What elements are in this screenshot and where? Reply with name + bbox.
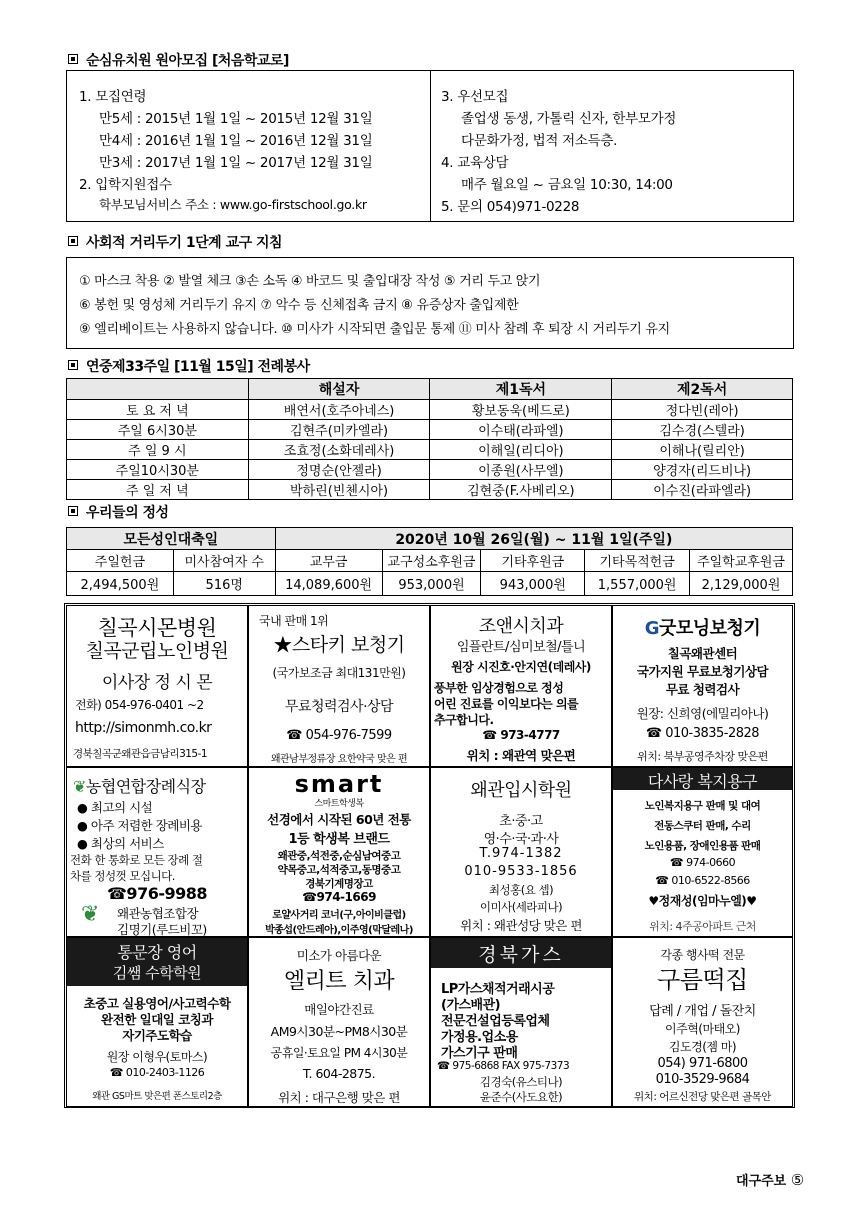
table-row [67,572,793,596]
ad-text: 1등 학생복 브랜드 [288,832,390,847]
ad-text: 임플란트/심미보철/틀니 [456,640,586,655]
ad-phone: 전화) 054-976-0401 ~2 [75,698,204,712]
ad-text: 전동스쿠터 판매, 수리 [654,820,751,832]
ad-text: 칠곡왜관센터 [667,646,738,661]
ad-text: 이사장 정 시 몬 [101,673,213,693]
ad-starkey [248,605,430,767]
page-number: ⑤ [790,1171,805,1189]
ad-text: 왜관중,석전중,순심남여중고 [277,850,401,862]
table-header [67,379,249,400]
ad-text: 공휴일·토요일 PM 4시30분 [270,1046,408,1060]
section-title-offering: 우리들의 정성 [68,502,169,522]
ad-text: 국가지원 무료보청기상담 [636,664,769,679]
kindergarten-box [66,70,794,222]
kg-line: 2. 입학지원접수 [79,177,172,193]
table-cell: 이해일(리디아) [430,440,612,460]
ad-text: (가스배관) [441,998,501,1013]
ad-title: 통문장 영어 [117,943,197,962]
ad-phone: 010-3529-9684 [655,1072,750,1087]
smart-logo: smart [294,770,384,798]
ad-text: 매일야간진료 [304,1002,374,1017]
ad-nonghyup-funeral [66,767,248,937]
table-cell: 김현중(F.사베리오) [430,480,612,500]
distancing-line: ⑨ 엘리베이트는 사용하지 않습니다. ⑩ 미사가 시작되면 출입문 통제 ⑪ 미사 참례 후 퇴장 시 거리두기 유지 [79,322,670,337]
table-cell: 황보동욱(베드로) [430,400,612,420]
ad-text: 김도경(젬 마) [668,1040,737,1054]
ad-text: 약목중고,석적중고,동명중고 [277,864,401,876]
ad-text: 김명기(루드비꼬) [117,922,207,937]
ad-address: 왜관남부정류장 요한약국 맞은 편 [270,754,408,765]
ad-text: 경북기계명장고 [305,878,373,890]
ad-title: ★스타키 보청기 [273,634,405,656]
ad-text: 초·중·고 [499,814,543,829]
ad-phone: T.974-1382 [479,846,563,861]
ad-waegwan-academy [430,767,612,937]
table-header: 교무금 [275,550,382,572]
square-bullet-icon [68,236,78,246]
ad-phone: ☎ 010-3835-2828 [645,726,760,741]
distancing-line: ⑥ 봉헌 및 영성체 거리두기 유지 ⑦ 악수 등 신체접촉 금지 ⑧ 유증상자 출입제한 [79,298,519,313]
kg-line: 1. 모집연령 [79,89,147,105]
section-title-liturgy: 연중제33주일 [11월 15일] 전례봉사 [68,356,310,376]
table-cell: 이해나(릴리안) [612,440,793,460]
ad-text: ● 아주 저렴한 장례비용 [77,818,203,833]
ad-simon-hospital [66,605,248,767]
ad-text: 풍부한 임상경험으로 정성 [434,681,564,695]
table-cell: 2,129,000원 [690,572,793,596]
offering-banner-row [67,528,793,550]
liturgy-table [66,378,793,500]
ad-text: 윤준수(사도요한) [479,1090,563,1104]
ad-text: 어린 진료를 이익보다는 의를 [434,697,579,711]
ad-title: ❦농협연합장례식장 [73,777,206,796]
kg-line: 5. 문의 054)971-0228 [441,199,580,215]
ad-gyeongbuk-gas [430,937,612,1107]
ad-text: 스마트학생복 [314,799,364,809]
ad-phone: ☎ 010-6522-8566 [655,874,750,887]
ad-text: 자기주도학습 [122,1028,192,1043]
kg-line: 학부모님서비스 주소 : www.go-firstschool.go.kr [99,197,367,212]
table-cell: 14,089,600원 [275,572,382,596]
ad-text: 답례 / 개업 / 돌잔치 [649,1004,756,1019]
table-row [67,400,793,420]
ad-address: 위치: 북부공영주차장 맞은편 [637,750,768,763]
kg-line: 다문화가정, 법적 저소득층. [461,133,618,149]
ad-phone: 054) 971-6800 [657,1056,748,1071]
ad-text: ● 최상의 서비스 [77,836,164,851]
table-cell: 배연서(호주아네스) [248,400,430,420]
table-header: 미사참여자 수 [173,550,275,572]
table-cell: 김수경(스텔라) [612,420,793,440]
table-header: 제2독서 [612,379,793,400]
ad-cloud-ricecake [612,937,793,1107]
ad-text: 가정용.업소용 [441,1030,518,1045]
ad-text: 전화 한 통화로 모든 장례 절 [70,853,203,867]
distancing-line: ① 마스크 착용 ② 발열 체크 ③손 소독 ④ 바코드 및 출입대장 작성 ⑤ 거리 두고 앉기 [79,274,541,289]
table-cell: 943,000원 [481,572,585,596]
table-header: 해설자 [248,379,430,400]
ad-address: 경북칠곡군왜관읍금남리315-1 [73,748,208,760]
ad-text: 원장 시진호·안지연(데레사) [451,660,591,674]
table-cell: 953,000원 [382,572,481,596]
footer-text: 대구주보 [736,1174,787,1189]
offering-table [66,527,793,596]
ad-text: 각종 행사떡 전문 [660,948,745,962]
ad-phone: T. 604-2875. [302,1066,376,1081]
ad-address: 위치 : 대구은행 맞은 편 [278,1090,400,1105]
ad-title: 구름떡집 [657,966,748,994]
distancing-box [66,257,794,349]
table-cell: 양경자(리드비나) [612,460,793,480]
ad-goodmorning-hearing [612,605,793,767]
ad-text: 원장 이형우(토마스) [106,1050,208,1064]
table-cell: 이종원(사무엘) [430,460,612,480]
table-header-row [67,379,793,400]
ad-title: 경북가스 [478,944,564,966]
table-cell: 정다빈(레아) [612,400,793,420]
table-cell: 주일10시30분 [67,460,249,480]
table-row [67,420,793,440]
table-cell: 조효정(소화데레사) [248,440,430,460]
table-row [67,460,793,480]
ad-text: 영·수·국·과·사 [483,832,559,847]
ad-text: 선경에서 시작된 60년 전통 [267,812,411,827]
kg-line: 졸업생 동생, 가톨릭 신자, 한부모가정 [461,111,677,127]
ad-text: 박종섭(안드레아),이주영(막달레나) [265,925,413,936]
ad-address: 위치 : 왜관역 맞은편 [466,748,576,763]
ad-title: 조앤시치과 [478,616,564,637]
ad-text: 노인용품, 장애인용품 판매 [644,840,761,852]
kg-line: 3. 우선모집 [441,89,509,105]
table-cell: 정명순(안젤라) [248,460,430,480]
table-header: 교구성소후원금 [382,550,481,572]
ad-english-math-academy [66,937,248,1107]
square-bullet-icon [68,506,78,516]
ad-title: 왜관입시학원 [470,780,572,801]
ad-phone: 010-9533-1856 [464,864,578,879]
ad-text: 최성홍(요 셉) [488,883,554,897]
ad-text: 이주혁(마태오) [665,1022,740,1036]
ad-text: 완전한 일대일 코칭과 [101,1012,213,1027]
table-cell: 토 요 저 녁 [67,400,249,420]
table-row [67,480,793,500]
footer [736,1170,804,1189]
table-header: 기타목적헌금 [585,550,690,572]
ad-subtitle: 김쌤 수학학원 [112,964,202,982]
kg-line: 매주 월요일 ~ 금요일 10:30, 14:00 [461,177,673,193]
ad-text: 김경숙(유스티나) [479,1075,563,1089]
ad-phone: ☎ 974-0660 [669,856,736,869]
ad-text: 미소가 아름다운 [296,948,382,963]
ad-title: 엘리트 치과 [283,969,395,994]
offering-date: 2020년 10월 26일(월) ~ 11월 1일(주일) [275,528,792,550]
ad-address: 위치: 어르신전당 맞은편 골목안 [634,1091,771,1103]
ad-phone: ☎ 975-6868 FAX 975-7373 [437,1060,570,1072]
table-cell: 박하린(빈첸시아) [248,480,430,500]
ad-title: 다사랑 복지용구 [647,772,758,791]
ad-text: ● 최고의 시설 [77,800,153,815]
nonghyup-emblem-icon: ❦ [81,902,99,927]
table-header: 제1독서 [430,379,612,400]
ad-phone: ☎974-1669 [302,890,376,904]
ad-url: http://simonmh.co.kr [75,720,212,736]
ad-phone: ☎ 010-2403-1126 [109,1066,205,1079]
table-header: 기타후원금 [481,550,585,572]
ad-address: 로얄사거리 코너(구,아이비클럽) [272,910,406,921]
table-header: 주일헌금 [67,550,174,572]
kg-line: 만4세 : 2016년 1월 1일 ~ 2016년 12월 31일 [99,133,373,149]
ad-phone: ☎976-9988 [107,884,207,903]
ad-text: 노인복지용구 판매 및 대여 [644,800,761,812]
ad-address: 위치 : 왜관성당 맞은 편 [460,918,582,933]
square-bullet-icon [68,54,78,64]
table-cell: 516명 [173,572,275,596]
table-cell: 2,494,500원 [67,572,174,596]
table-cell: 주 일 저 녁 [67,480,249,500]
square-bullet-icon [68,360,78,370]
ad-text: 추구합니다. [434,713,494,727]
ad-dental-joan [430,605,612,767]
table-cell: 이수진(라파엘라) [612,480,793,500]
ad-text: 이미사(세라피나) [479,900,563,914]
goodmorning-logo-icon: G [644,618,659,639]
ad-dasarang-welfare [612,767,793,937]
ad-text: ♥정재성(임마누엘)♥ [648,894,757,908]
table-cell: 이수태(라파엘) [430,420,612,440]
nonghyup-logo-icon: ❦ [73,777,86,796]
ad-text: 전문건설업등록업체 [441,1014,550,1029]
ad-text: 차를 정성껏 모십니다. [70,869,175,883]
table-header: 주일학교후원금 [690,550,793,572]
ad-phone: ☎ 973-4777 [482,728,560,742]
kg-line: 만5세 : 2015년 1월 1일 ~ 2015년 12월 31일 [99,111,373,127]
ad-text: 왜관농협조합장 [117,906,199,921]
ad-title: G굿모닝보청기 [644,618,761,639]
ad-text: LP가스채적거래시공 [441,982,555,997]
table-cell: 주일 6시30분 [67,420,249,440]
ad-subtitle: 칠곡군립노인병원 [85,640,229,662]
ad-text: AM9시30분~PM8시30분 [270,1024,408,1039]
ad-elite-dental [248,937,430,1107]
table-row [67,440,793,460]
ad-address: 위치: 4주공아파트 근처 [649,920,756,933]
ad-text: 가스기구 판매 [441,1046,518,1061]
ad-title: 칠곡시몬병원 [97,616,217,640]
table-cell: 주 일 9 시 [67,440,249,460]
ad-text: 무료청력검사·상담 [284,699,394,715]
ad-text: 무료 청력검사 [665,682,740,697]
offering-banner: 모든성인대축일 [67,528,276,550]
ad-text: 국내 판매 1위 [259,614,329,628]
kg-line: 4. 교육상담 [441,155,509,171]
section-title-distancing: 사회적 거리두기 1단계 교구 지침 [68,232,282,252]
ad-address: 왜관 GS마트 맞은편 폰스토리2층 [92,1091,222,1102]
table-cell: 김현주(미카엘라) [248,420,430,440]
table-header-row [67,550,793,572]
ad-text: (국가보조금 최대131만원) [272,666,406,680]
kg-line: 만3세 : 2017년 1월 1일 ~ 2017년 12월 31일 [99,155,373,171]
ad-text: 원장: 신희영(에밀리아나) [636,706,769,721]
section-title-kindergarten: 순심유치원 원아모집 [처음학교로] [68,50,289,70]
ad-smart-uniform [248,767,430,937]
table-cell: 1,557,000원 [585,572,690,596]
ad-text: 초중고 실용영어/사고력수학 [83,996,231,1011]
ad-phone: ☎ 054-976-7599 [286,728,392,743]
